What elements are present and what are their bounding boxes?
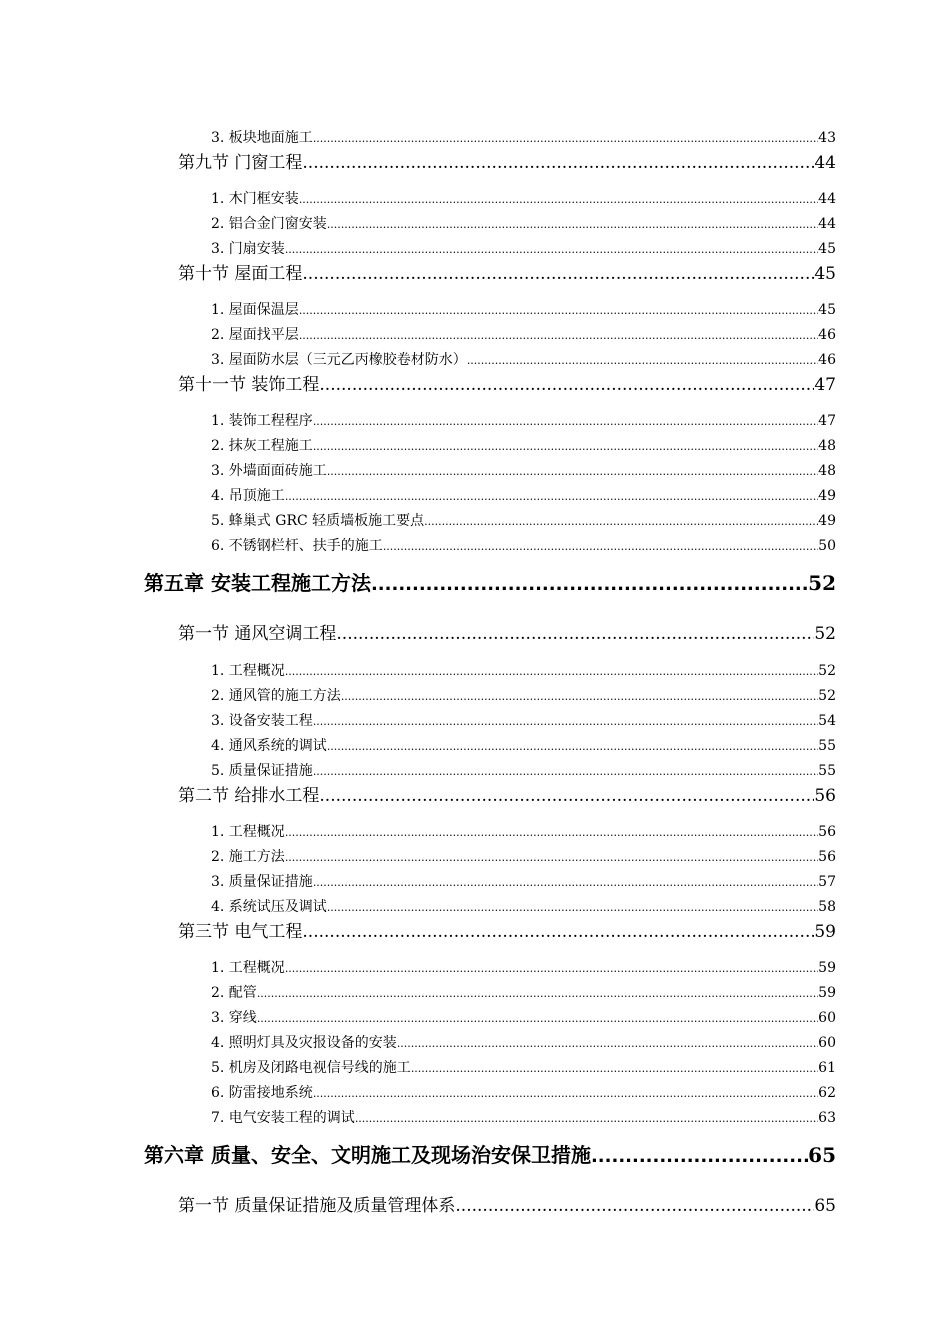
toc-entry-label: 1. 屋面保温层 [211, 302, 299, 318]
toc-entry-label: 6. 防雷接地系统 [211, 1085, 313, 1101]
toc-section[interactable] [178, 621, 836, 647]
toc-page-number: 48 [818, 438, 836, 454]
toc-entry-label: 4. 吊顶施工 [211, 488, 285, 504]
toc-entry-label: 第三节 电气工程 [178, 922, 303, 942]
dot-leader [257, 1008, 818, 1029]
dot-leader [397, 1033, 818, 1054]
toc-item[interactable] [211, 435, 836, 457]
toc-chapter[interactable] [144, 1140, 836, 1170]
toc-item[interactable] [211, 957, 836, 979]
toc-page-number: 58 [818, 899, 836, 915]
dot-leader [455, 1193, 814, 1219]
dot-leader [313, 128, 818, 149]
toc-item[interactable] [211, 213, 836, 235]
dot-leader [302, 150, 814, 176]
toc-page-number: 46 [818, 327, 836, 343]
toc-page-number: 45 [818, 241, 836, 257]
dot-leader [355, 1108, 818, 1129]
toc-item[interactable] [211, 1107, 836, 1129]
toc-item[interactable] [211, 735, 836, 757]
toc-page-number: 44 [818, 191, 836, 207]
toc-item[interactable] [211, 710, 836, 732]
dot-leader [383, 536, 818, 557]
toc-page-number: 49 [818, 488, 836, 504]
toc-page-number: 56 [814, 786, 836, 806]
toc-item[interactable] [211, 896, 836, 918]
toc-entry-label: 第一节 质量保证措施及质量管理体系 [178, 1196, 456, 1216]
toc-item[interactable] [211, 485, 836, 507]
dot-leader [327, 214, 818, 235]
toc-item[interactable] [211, 510, 836, 532]
toc-page-number: 52 [808, 571, 836, 595]
toc-page-number: 60 [818, 1035, 836, 1051]
toc-page-number: 59 [818, 960, 836, 976]
toc-entry-label: 第二节 给排水工程 [178, 786, 320, 806]
toc-page-number: 52 [818, 663, 836, 679]
dot-leader [285, 958, 818, 979]
toc-item[interactable] [211, 299, 836, 321]
toc-entry-label: 5. 质量保证措施 [211, 763, 313, 779]
dot-leader [299, 300, 818, 321]
toc-entry-label: 第一节 通风空调工程 [178, 624, 337, 644]
toc-page-number: 52 [814, 624, 836, 644]
toc-entry-label: 3. 门扇安装 [211, 241, 285, 257]
toc-page-number: 50 [818, 538, 836, 554]
toc-item[interactable] [211, 188, 836, 210]
toc-page-number: 59 [814, 922, 836, 942]
toc-entry-label: 3. 屋面防水层（三元乙丙橡胶卷材防水） [211, 352, 467, 368]
dot-leader [327, 736, 818, 757]
toc-item[interactable] [211, 238, 836, 260]
toc-page-number: 65 [808, 1143, 836, 1167]
toc-entry-label: 第九节 门窗工程 [178, 153, 303, 173]
toc-entry-label: 4. 照明灯具及灾报设备的安装 [211, 1035, 397, 1051]
dot-leader [319, 783, 814, 809]
toc-page-number: 62 [818, 1085, 836, 1101]
toc-page-number: 47 [814, 375, 836, 395]
toc-entry-label: 第十一节 装饰工程 [178, 375, 320, 395]
toc-item[interactable] [211, 660, 836, 682]
dot-leader [327, 897, 818, 918]
toc-item[interactable] [211, 127, 836, 149]
toc-item[interactable] [211, 1082, 836, 1104]
toc-page-number: 61 [818, 1060, 836, 1076]
dot-leader [591, 1142, 808, 1170]
toc-page-number: 63 [818, 1110, 836, 1126]
toc-page-number: 59 [818, 985, 836, 1001]
dot-leader [313, 1083, 818, 1104]
dot-leader [411, 1058, 818, 1079]
toc-entry-label: 第五章 安装工程施工方法 [144, 571, 371, 595]
dot-leader [299, 189, 818, 210]
toc-item[interactable] [211, 1007, 836, 1029]
toc-section[interactable] [178, 919, 836, 945]
toc-page-number: 45 [818, 302, 836, 318]
toc-item[interactable] [211, 871, 836, 893]
toc-entry-label: 2. 配管 [211, 985, 257, 1001]
toc-page-number: 52 [818, 688, 836, 704]
toc-entry-label: 2. 屋面找平层 [211, 327, 299, 343]
toc-entry-label: 3. 板块地面施工 [211, 130, 313, 146]
toc-page-number: 55 [818, 738, 836, 754]
toc-entry-label: 1. 木门框安装 [211, 191, 299, 207]
dot-leader [424, 511, 818, 532]
dot-leader [341, 686, 818, 707]
toc-section[interactable] [178, 372, 836, 398]
toc-entry-label: 2. 施工方法 [211, 849, 285, 865]
toc-page-number: 49 [818, 513, 836, 529]
dot-leader [313, 761, 818, 782]
toc-page-number: 45 [814, 264, 836, 284]
toc-page-number: 57 [818, 874, 836, 890]
toc-item[interactable] [211, 760, 836, 782]
toc-entry-label: 2. 铝合金门窗安装 [211, 216, 327, 232]
dot-leader [313, 436, 818, 457]
toc-item[interactable] [211, 324, 836, 346]
dot-leader [285, 239, 818, 260]
dot-leader [313, 411, 818, 432]
toc-item[interactable] [211, 821, 836, 843]
toc-chapter[interactable] [144, 568, 836, 598]
toc-item[interactable] [211, 535, 836, 557]
toc-item[interactable] [211, 846, 836, 868]
toc-section[interactable] [178, 150, 836, 176]
toc-entry-label: 7. 电气安装工程的调试 [211, 1110, 355, 1126]
toc-item[interactable] [211, 349, 836, 371]
toc-page-number: 48 [818, 463, 836, 479]
toc-item[interactable] [211, 982, 836, 1004]
dot-leader [327, 461, 818, 482]
toc-section[interactable] [178, 783, 836, 809]
toc-entry-label: 2. 通风管的施工方法 [211, 688, 341, 704]
toc-page-number: 44 [814, 153, 836, 173]
toc-entry-label: 1. 工程概况 [211, 960, 285, 976]
toc-page-number: 54 [818, 713, 836, 729]
dot-leader [336, 621, 814, 647]
dot-leader [285, 822, 818, 843]
toc-page-number: 56 [818, 849, 836, 865]
dot-leader [302, 919, 814, 945]
toc-section[interactable] [178, 261, 836, 287]
toc-entry-label: 4. 通风系统的调试 [211, 738, 327, 754]
toc-page-number: 47 [818, 413, 836, 429]
toc-entry-label: 3. 外墙面面砖施工 [211, 463, 327, 479]
toc-entry-label: 第六章 质量、安全、文明施工及现场治安保卫措施 [144, 1143, 591, 1167]
toc-item[interactable] [211, 1057, 836, 1079]
dot-leader [302, 261, 814, 287]
toc-page-number: 65 [814, 1196, 836, 1216]
dot-leader [313, 711, 818, 732]
toc-entry-label: 1. 工程概况 [211, 663, 285, 679]
dot-leader [371, 570, 808, 598]
toc-entry-label: 1. 装饰工程程序 [211, 413, 313, 429]
toc-page-number: 43 [818, 130, 836, 146]
dot-leader [467, 350, 818, 371]
toc-item[interactable] [211, 685, 836, 707]
dot-leader [285, 486, 818, 507]
dot-leader [319, 372, 814, 398]
dot-leader [257, 983, 818, 1004]
dot-leader [299, 325, 818, 346]
toc-item[interactable] [211, 460, 836, 482]
toc-page-number: 60 [818, 1010, 836, 1026]
toc-page-number: 44 [818, 216, 836, 232]
toc-entry-label: 2. 抹灰工程施工 [211, 438, 313, 454]
toc-entry-label: 4. 系统试压及调试 [211, 899, 327, 915]
toc-entry-label: 3. 穿线 [211, 1010, 257, 1026]
dot-leader [313, 872, 818, 893]
toc-entry-label: 5. 机房及闭路电视信号线的施工 [211, 1060, 411, 1076]
toc-entry-label: 3. 质量保证措施 [211, 874, 313, 890]
toc-entry-label: 6. 不锈钢栏杆、扶手的施工 [211, 538, 383, 554]
toc-page-number: 46 [818, 352, 836, 368]
toc-entry-label: 3. 设备安装工程 [211, 713, 313, 729]
toc-item[interactable] [211, 410, 836, 432]
toc-entry-label: 5. 蜂巢式 GRC 轻质墙板施工要点 [211, 513, 425, 529]
dot-leader [285, 847, 818, 868]
dot-leader [285, 661, 818, 682]
toc-section[interactable] [178, 1193, 836, 1219]
toc-page-number: 56 [818, 824, 836, 840]
toc-entry-label: 第十节 屋面工程 [178, 264, 303, 284]
toc-item[interactable] [211, 1032, 836, 1054]
toc-page-number: 55 [818, 763, 836, 779]
toc-entry-label: 1. 工程概况 [211, 824, 285, 840]
